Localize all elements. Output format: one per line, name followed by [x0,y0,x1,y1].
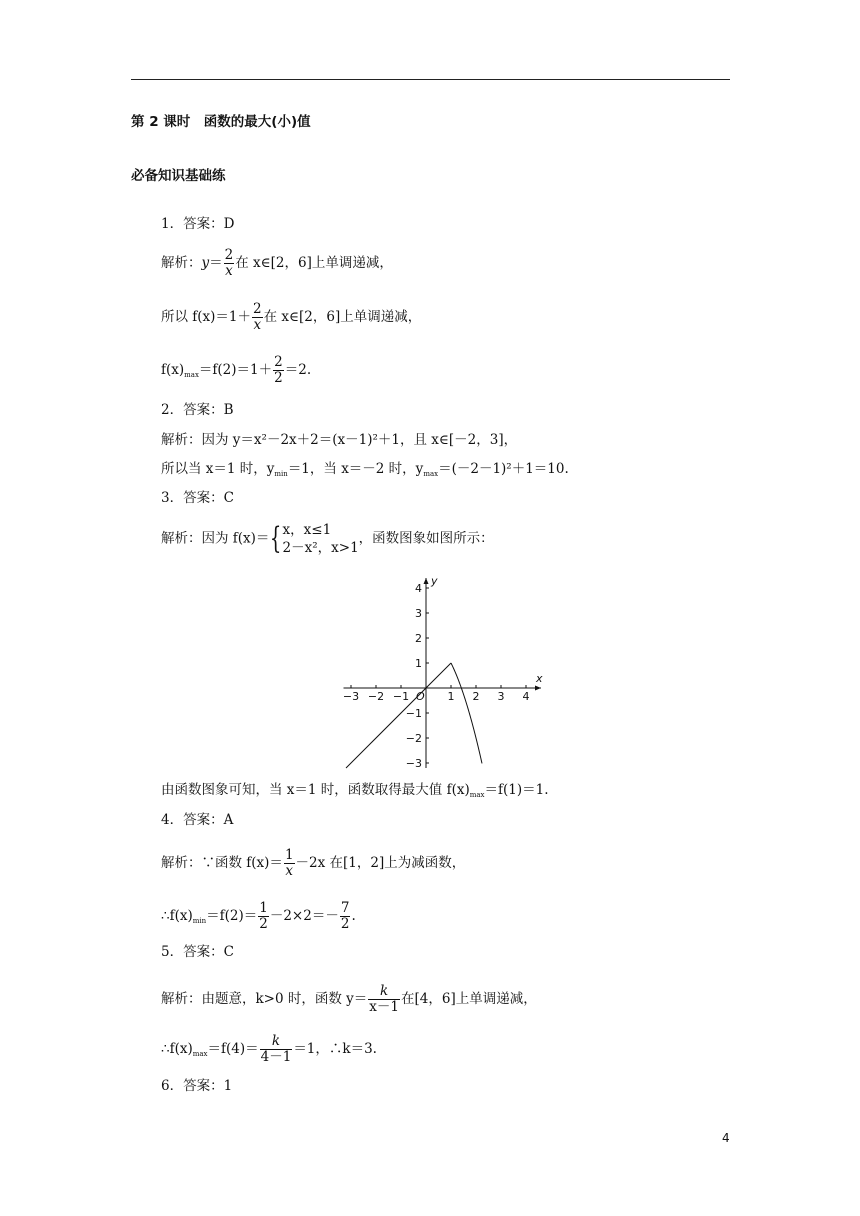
y-tick-label: 3 [415,607,422,620]
y-tick-label: 4 [415,582,422,595]
y-axis-arrow [424,578,429,584]
y-tick-label: 1 [415,657,422,670]
answer-2: 2．答案：B [161,402,234,418]
x-tick-label: −3 [342,690,360,703]
answer-3: 3．答案：C [161,490,234,506]
solution-1-line-3: $f(x)_{max}=f(2)=1+$ $\frac{2}{2}$ ＝2. [161,354,312,386]
header-rule [131,79,730,80]
x-tick-label: 2 [472,690,480,703]
answer-5: 5．答案：C [161,944,234,960]
solution-3-conclusion: 由函数图象可知，当 x＝1 时，函数取得最大值 $f(x)_{max}=f(1)=1$. [161,782,549,799]
y-axis-label: y [431,574,438,588]
x-tick-label: −2 [367,690,385,703]
y-tick-label: −3 [405,757,422,770]
answer-4: 4．答案：A [161,812,234,828]
solution-4-line-2: $\therefore f(x)_{min}=f(2)=$ $\frac{1}{2}$ －2×2＝－ $\frac{7}{2}$ . [161,900,356,932]
line-segment-y-equals-x [346,663,451,768]
answer-6: 6．答案：1 [161,1078,233,1094]
parabola-segment [451,663,482,763]
x-tick-label: 1 [447,690,455,703]
solution-5-line-1: 解析：由题意，k>0 时，函数 y＝ $\frac{k}{x-1}$ 在[4，6]上单调递减， [161,983,537,1015]
solution-5-line-2: $\therefore f(x)_{max}=f(4)=$ $\frac{k}{4-1}$ ＝1，∴k＝3. [161,1033,377,1065]
x-tick-label: −1 [392,690,410,703]
solution-2-line-1: 解析：因为 y＝x²－2x＋2＝(x－1)²＋1，且 x∈[－2，3]， [161,432,518,448]
x-tick-label: 3 [497,690,505,703]
section-title: 必备知识基础练 [131,168,226,184]
origin-label: O [416,690,425,703]
page-number: 4 [722,1131,730,1145]
y-tick-label: −2 [405,732,422,745]
solution-3-line-1: 解析：因为 f(x)＝{ x，x≤1 2－x²，x>1 ，函数图象如图所示： [161,521,494,556]
y-tick-label: 2 [415,632,422,645]
solution-4-line-1: 解析：∵函数 f(x)＝ $\frac{1}{x}$ －2x 在[1，2]上为减函数， [161,847,466,879]
solution-1-line-1: 解析：y＝ $\frac{2}{x}$ 在 x∈[2，6]上单调递减， [161,247,393,279]
lesson-title: 第 2 课时 函数的最大(小)值 [131,114,311,130]
x-axis-label: x [536,672,543,685]
graph-ticks [343,582,530,770]
solution-2-line-2: 所以当 x＝1 时，$y_{min}=1$，当 x＝－2 时，$y_{max}=(-2-1)^2+1=10$. [161,461,569,478]
x-tick-label: 4 [522,690,530,703]
y-tick-label: −1 [405,707,422,720]
answer-1: 1．答案：D [161,216,235,232]
solution-1-line-2: 所以 f(x)＝1＋ $\frac{2}{x}$ 在 x∈[2，6]上单调递减， [161,301,422,333]
function-graph [340,572,550,770]
x-axis-arrow [535,686,541,691]
